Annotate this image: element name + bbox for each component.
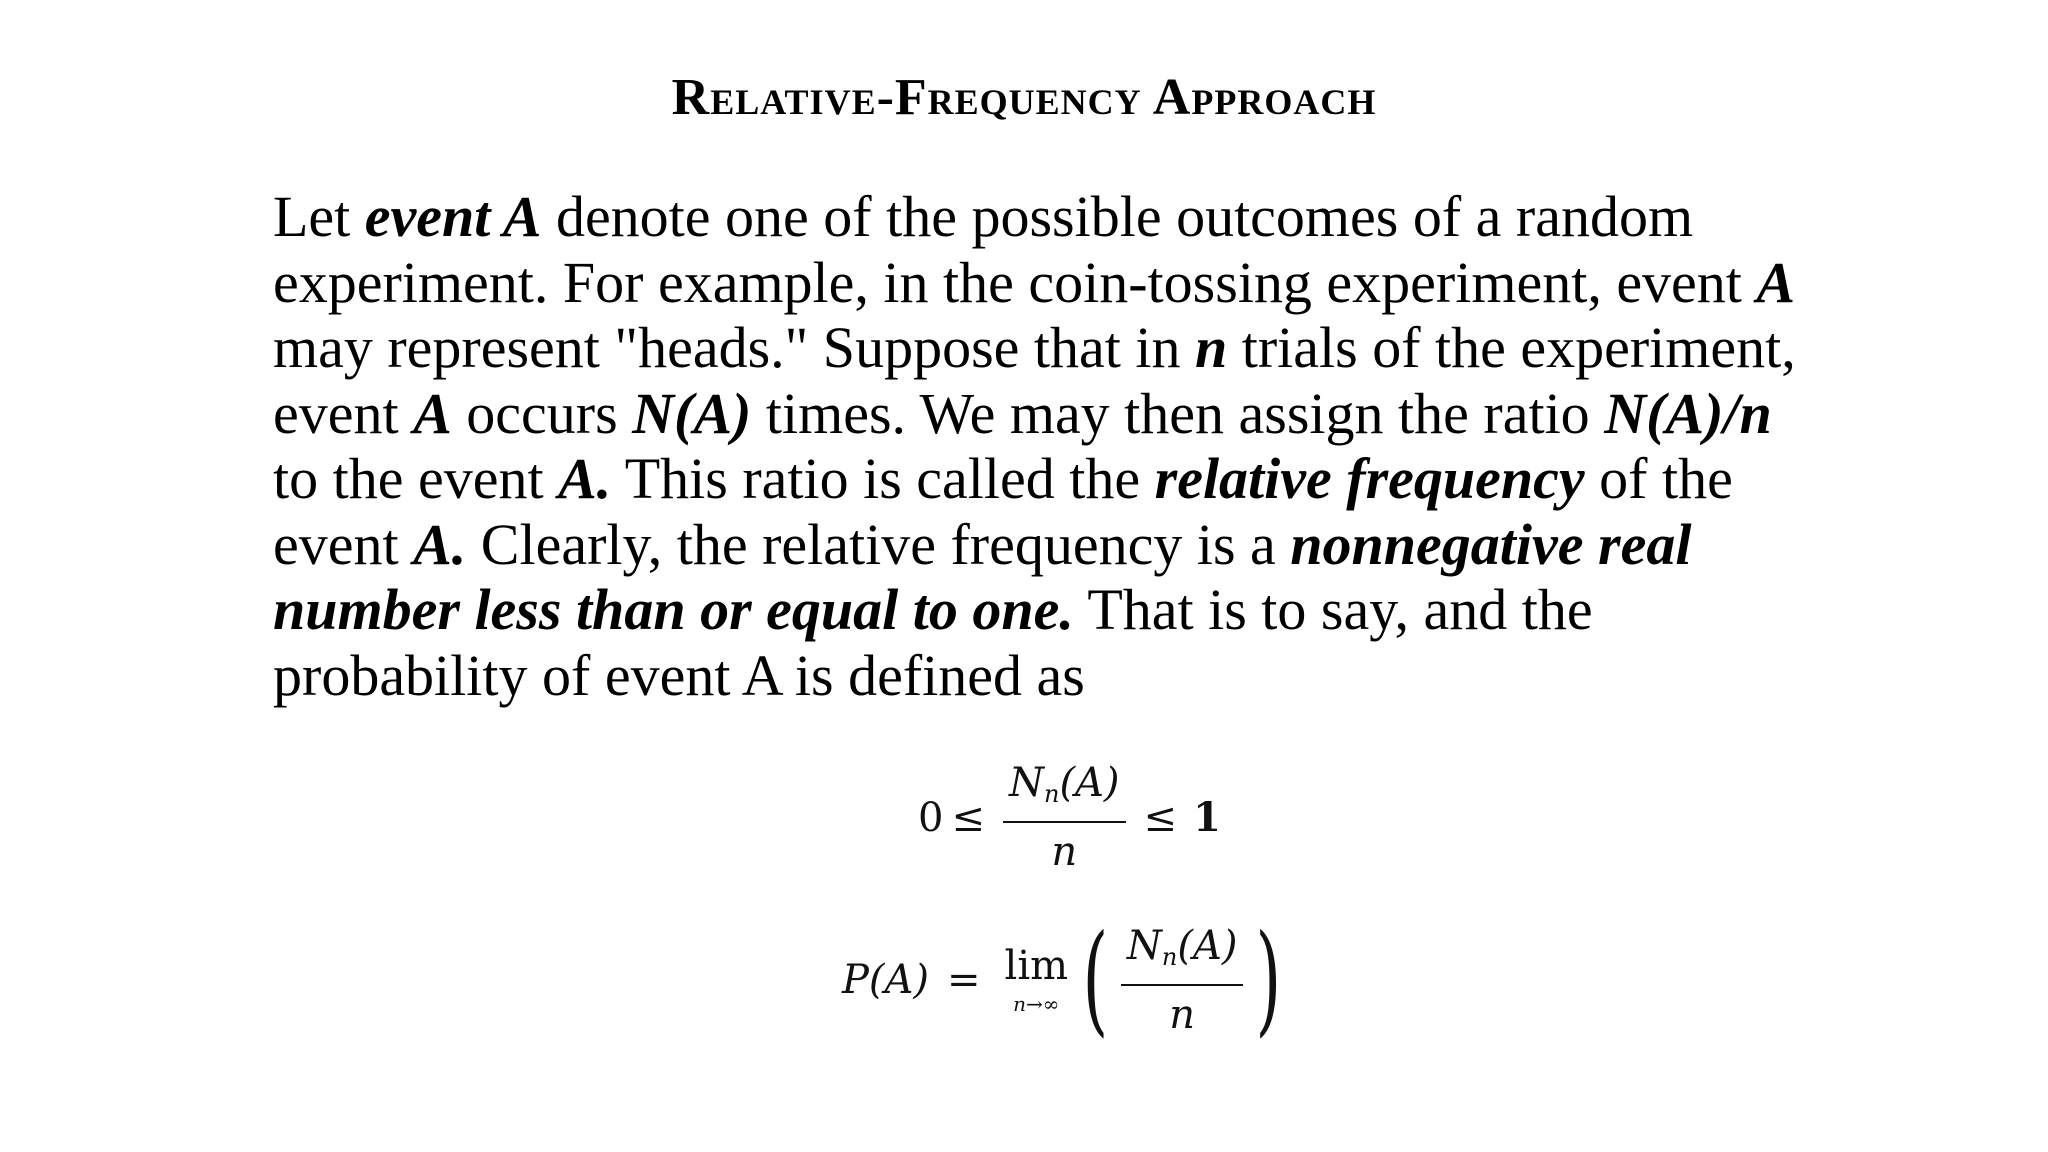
limit-operator [1005, 944, 1069, 1016]
numerator-n-symbol: N [1008, 760, 1044, 806]
text-segment: of the event [273, 446, 1733, 577]
text-segment: That is to say, and the probability of event A is defined as [273, 577, 1593, 708]
probability-lhs: P(A) [842, 957, 930, 1003]
slide-title: Relative-Frequency Approach [671, 69, 1377, 126]
text-segment: may represent "heads." Suppose that in [273, 315, 1195, 380]
fraction-numerator [1003, 760, 1126, 823]
right-paren: ) [1255, 910, 1282, 1049]
text-segment: denote one of the possible outcomes of a random experiment. For example, in the coin-tossing experiment, event [273, 184, 1757, 315]
numerator-n-symbol: N [1126, 922, 1162, 969]
emphasis-n: n [1194, 315, 1228, 380]
numerator-argument: (A) [1177, 922, 1238, 969]
emphasis-relative-frequency: relative frequency [1154, 446, 1585, 511]
text-segment: This ratio is called the [611, 446, 1155, 511]
emphasis-count: N(A) [632, 380, 752, 446]
numerator-subscript: n [1161, 942, 1178, 971]
text-segment: trials of the experiment, event [273, 315, 1796, 446]
text-segment: Clearly, the relative frequency is a [466, 511, 1291, 577]
limit-formula [842, 910, 1292, 1049]
definition-paragraph [273, 184, 1813, 708]
emphasis-event-a: event A [364, 184, 542, 249]
equals-symbol: = [947, 957, 981, 1003]
numerator-subscript: n [1043, 780, 1060, 808]
emphasis-a: A [413, 380, 452, 446]
limit-word: lim [1004, 943, 1069, 989]
numerator-argument: (A) [1059, 760, 1120, 806]
emphasis-ratio: N(A)/n [1604, 380, 1772, 446]
text-segment: Let [273, 184, 365, 249]
inequality-formula [918, 760, 1221, 875]
limit-subscript: n→∞ [1013, 992, 1060, 1016]
formula-zero: 0 [918, 794, 944, 841]
text-segment: to the event [273, 446, 559, 511]
formula-one: 1 [1193, 794, 1221, 841]
emphasis-a: A [1756, 249, 1796, 315]
leq-symbol: ≤ [951, 794, 985, 841]
text-segment: occurs [451, 380, 633, 446]
fraction [1003, 760, 1126, 875]
emphasis-a: A. [413, 511, 467, 577]
fraction [1121, 923, 1244, 1038]
fraction-numerator [1121, 923, 1244, 986]
emphasis-nonnegative: nonnegative real number less than or equal to one. [273, 511, 1692, 642]
emphasis-a: A. [558, 446, 612, 511]
fraction-denominator: n [1051, 829, 1078, 875]
text-segment: times. We may then assign the ratio [751, 380, 1605, 446]
leq-symbol: ≤ [1143, 794, 1178, 841]
fraction-denominator: n [1169, 991, 1196, 1038]
left-paren: ( [1082, 910, 1109, 1049]
